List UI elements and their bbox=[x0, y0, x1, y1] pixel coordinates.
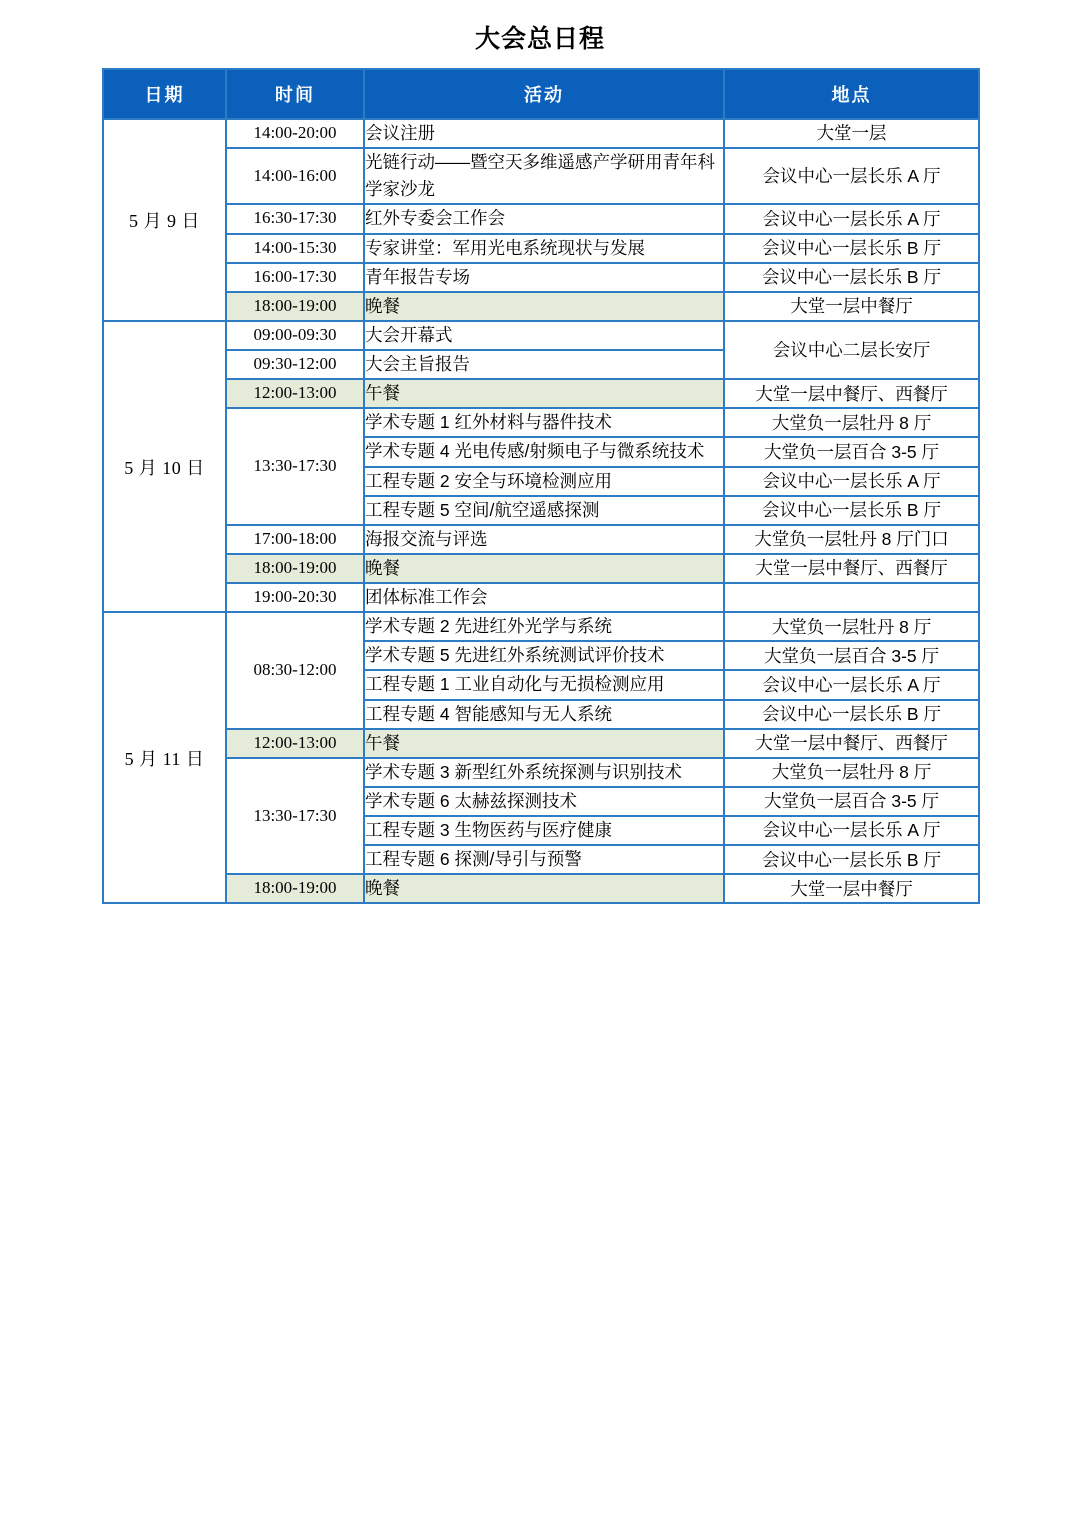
schedule-table-container bbox=[102, 68, 978, 904]
schedule-time-cell: 18:00-19:00 bbox=[226, 874, 364, 903]
schedule-activity-cell: 晚餐 bbox=[364, 292, 724, 321]
schedule-activity-cell: 学术专题 2 先进红外光学与系统 bbox=[364, 612, 724, 641]
schedule-activity-cell: 晚餐 bbox=[364, 874, 724, 903]
schedule-location-cell: 大堂一层中餐厅、西餐厅 bbox=[724, 554, 979, 583]
table-row bbox=[103, 729, 979, 758]
table-row bbox=[103, 321, 979, 350]
table-row bbox=[103, 204, 979, 233]
schedule-activity-cell: 大会开幕式 bbox=[364, 321, 724, 350]
schedule-location-cell: 大堂一层中餐厅 bbox=[724, 292, 979, 321]
schedule-activity-cell: 海报交流与评选 bbox=[364, 525, 724, 554]
schedule-location-cell: 会议中心一层长乐 B 厅 bbox=[724, 263, 979, 292]
schedule-time-cell: 17:00-18:00 bbox=[226, 525, 364, 554]
table-row bbox=[103, 583, 979, 612]
schedule-time-cell: 09:30-12:00 bbox=[226, 350, 364, 379]
schedule-time-cell: 12:00-13:00 bbox=[226, 379, 364, 408]
schedule-location-cell: 会议中心一层长乐 B 厅 bbox=[724, 845, 979, 874]
schedule-location-cell: 会议中心一层长乐 A 厅 bbox=[724, 148, 979, 204]
schedule-location-cell: 大堂负一层牡丹 8 厅门口 bbox=[724, 525, 979, 554]
schedule-activity-cell: 学术专题 6 太赫兹探测技术 bbox=[364, 787, 724, 816]
column-header-date: 日期 bbox=[103, 69, 226, 119]
schedule-time-cell: 16:30-17:30 bbox=[226, 204, 364, 233]
table-row bbox=[103, 408, 979, 437]
schedule-location-cell: 会议中心一层长乐 A 厅 bbox=[724, 670, 979, 699]
schedule-time-cell: 12:00-13:00 bbox=[226, 729, 364, 758]
schedule-date-cell: 5 月 10 日 bbox=[103, 321, 226, 612]
schedule-location-cell: 大堂负一层百合 3-5 厅 bbox=[724, 641, 979, 670]
schedule-activity-cell: 大会主旨报告 bbox=[364, 350, 724, 379]
schedule-time-cell: 14:00-16:00 bbox=[226, 148, 364, 204]
schedule-time-cell: 18:00-19:00 bbox=[226, 554, 364, 583]
schedule-location-cell: 会议中心一层长乐 A 厅 bbox=[724, 204, 979, 233]
schedule-activity-cell: 红外专委会工作会 bbox=[364, 204, 724, 233]
schedule-activity-cell: 晚餐 bbox=[364, 554, 724, 583]
schedule-location-cell: 大堂负一层百合 3-5 厅 bbox=[724, 787, 979, 816]
schedule-location-cell: 大堂负一层牡丹 8 厅 bbox=[724, 408, 979, 437]
schedule-time-cell: 09:00-09:30 bbox=[226, 321, 364, 350]
schedule-location-cell bbox=[724, 583, 979, 612]
table-header bbox=[103, 69, 979, 119]
schedule-time-cell: 18:00-19:00 bbox=[226, 292, 364, 321]
schedule-location-cell: 会议中心一层长乐 B 厅 bbox=[724, 496, 979, 525]
header-row bbox=[103, 69, 979, 119]
schedule-activity-cell: 工程专题 2 安全与环境检测应用 bbox=[364, 467, 724, 496]
schedule-time-cell: 14:00-15:30 bbox=[226, 234, 364, 263]
schedule-activity-cell: 工程专题 1 工业自动化与无损检测应用 bbox=[364, 670, 724, 699]
schedule-activity-cell: 工程专题 3 生物医药与医疗健康 bbox=[364, 816, 724, 845]
schedule-activity-cell: 团体标准工作会 bbox=[364, 583, 724, 612]
schedule-location-cell: 大堂负一层百合 3-5 厅 bbox=[724, 437, 979, 466]
schedule-time-cell: 13:30-17:30 bbox=[226, 408, 364, 525]
schedule-location-cell: 会议中心一层长乐 A 厅 bbox=[724, 467, 979, 496]
schedule-activity-cell: 青年报告专场 bbox=[364, 263, 724, 292]
schedule-activity-cell: 学术专题 5 先进红外系统测试评价技术 bbox=[364, 641, 724, 670]
schedule-time-cell: 16:00-17:30 bbox=[226, 263, 364, 292]
schedule-location-cell: 会议中心一层长乐 B 厅 bbox=[724, 700, 979, 729]
column-header-time: 时间 bbox=[226, 69, 364, 119]
schedule-activity-cell: 光链行动——暨空天多维遥感产学研用青年科学家沙龙 bbox=[364, 148, 724, 204]
schedule-activity-cell: 专家讲堂：军用光电系统现状与发展 bbox=[364, 234, 724, 263]
schedule-activity-cell: 工程专题 4 智能感知与无人系统 bbox=[364, 700, 724, 729]
table-row bbox=[103, 263, 979, 292]
table-row bbox=[103, 525, 979, 554]
schedule-activity-cell: 会议注册 bbox=[364, 119, 724, 148]
column-header-activity: 活动 bbox=[364, 69, 724, 119]
schedule-activity-cell: 工程专题 5 空间/航空遥感探测 bbox=[364, 496, 724, 525]
schedule-location-cell: 大堂一层中餐厅、西餐厅 bbox=[724, 729, 979, 758]
schedule-time-cell: 19:00-20:30 bbox=[226, 583, 364, 612]
schedule-activity-cell: 学术专题 4 光电传感/射频电子与微系统技术 bbox=[364, 437, 724, 466]
schedule-activity-cell: 学术专题 3 新型红外系统探测与识别技术 bbox=[364, 758, 724, 787]
table-row bbox=[103, 292, 979, 321]
page-title: 大会总日程 bbox=[474, 25, 605, 53]
conference-schedule-table bbox=[102, 68, 980, 904]
table-body bbox=[103, 119, 979, 903]
schedule-location-cell: 大堂负一层牡丹 8 厅 bbox=[724, 758, 979, 787]
schedule-activity-cell: 午餐 bbox=[364, 729, 724, 758]
schedule-location-cell: 会议中心一层长乐 A 厅 bbox=[724, 816, 979, 845]
table-row bbox=[103, 874, 979, 903]
column-header-location: 地点 bbox=[724, 69, 979, 119]
schedule-activity-cell: 工程专题 6 探测/导引与预警 bbox=[364, 845, 724, 874]
table-row bbox=[103, 554, 979, 583]
schedule-activity-cell: 午餐 bbox=[364, 379, 724, 408]
table-row bbox=[103, 612, 979, 641]
table-row bbox=[103, 148, 979, 204]
table-row bbox=[103, 758, 979, 787]
table-row bbox=[103, 119, 979, 148]
schedule-time-cell: 08:30-12:00 bbox=[226, 612, 364, 729]
table-row bbox=[103, 234, 979, 263]
schedule-activity-cell: 学术专题 1 红外材料与器件技术 bbox=[364, 408, 724, 437]
schedule-location-cell: 会议中心二层长安厅 bbox=[724, 321, 979, 379]
schedule-location-cell: 大堂负一层牡丹 8 厅 bbox=[724, 612, 979, 641]
schedule-location-cell: 大堂一层中餐厅 bbox=[724, 874, 979, 903]
schedule-location-cell: 会议中心一层长乐 B 厅 bbox=[724, 234, 979, 263]
schedule-time-cell: 13:30-17:30 bbox=[226, 758, 364, 875]
schedule-location-cell: 大堂一层中餐厅、西餐厅 bbox=[724, 379, 979, 408]
schedule-time-cell: 14:00-20:00 bbox=[226, 119, 364, 148]
table-row bbox=[103, 379, 979, 408]
schedule-date-cell: 5 月 9 日 bbox=[103, 119, 226, 321]
schedule-date-cell: 5 月 11 日 bbox=[103, 612, 226, 903]
schedule-location-cell: 大堂一层 bbox=[724, 119, 979, 148]
